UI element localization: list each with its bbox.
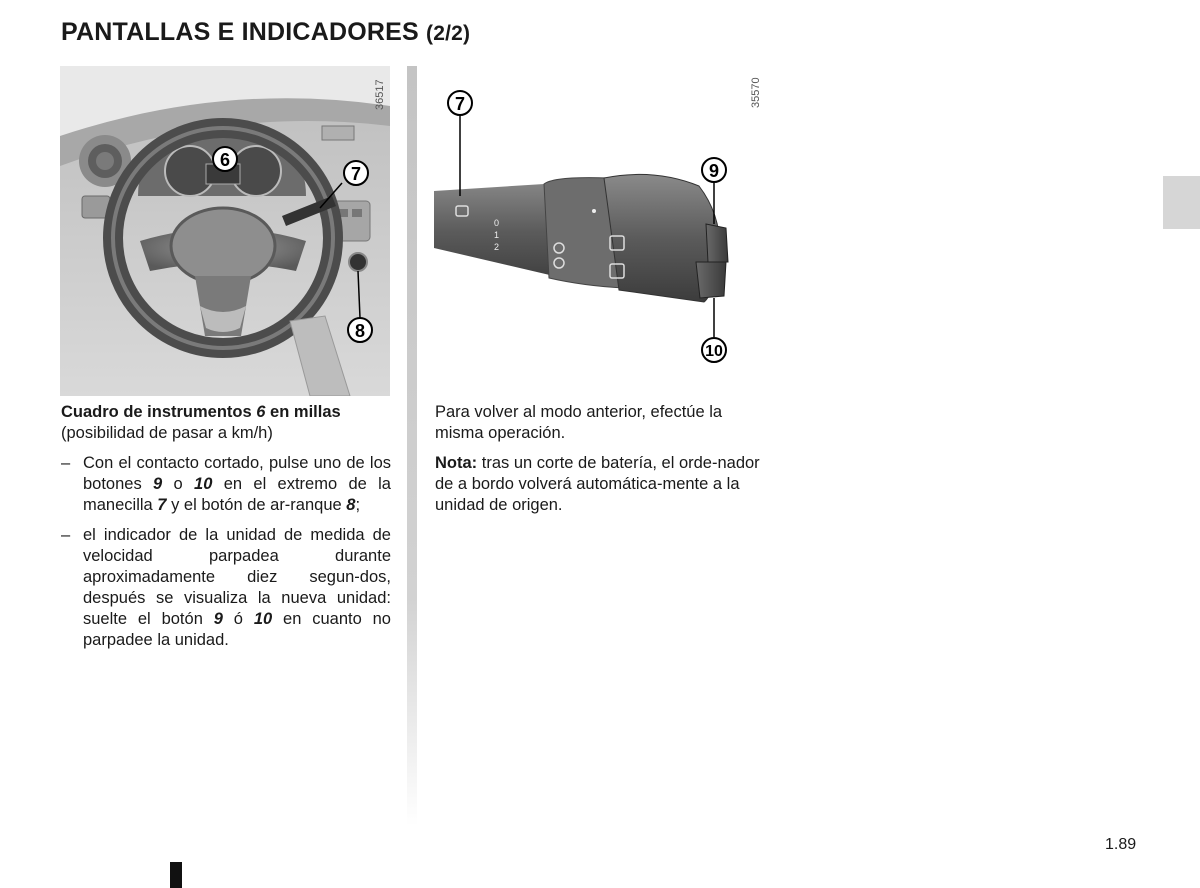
list-item: – el indicador de la unidad de medida de velocidad parpadea durante aproximadamente diez segun-dos, después se visualiza la nueva unidad: suelte el botón 9 ó 10 en cuanto no parpadee la unidad. [61, 526, 391, 649]
callout-10 [702, 338, 726, 362]
page-number: 1.89 [1105, 836, 1137, 853]
caption-subtitle: (posibilidad de pasar a km/h) [61, 424, 273, 442]
page-title-part: (2/2) [426, 22, 471, 45]
stalk-label-0: 0 [494, 218, 500, 228]
list-item: – Con el contacto cortado, pulse uno de los botones 9 o 10 en el extremo de la manecilla 7 y el botón de ar-ranque 8; [61, 454, 391, 514]
left-column [61, 402, 391, 651]
section-tab [1163, 176, 1200, 229]
callout-8 [348, 318, 372, 342]
svg-text:6: 6 [219, 150, 231, 170]
stalk-label-1: 1 [494, 230, 500, 240]
callout-7 [448, 91, 472, 115]
svg-text:10: 10 [705, 343, 723, 360]
paragraph: Para volver al modo anterior, efectúe la misma operación. [435, 403, 723, 442]
column-divider [407, 66, 417, 826]
callout-7 [344, 161, 368, 185]
figure-code: 35570 [750, 77, 762, 108]
stalk-illustration [434, 66, 764, 396]
callout-9 [702, 158, 726, 182]
figure-code: 36517 [374, 79, 386, 110]
svg-text:7: 7 [454, 94, 466, 114]
right-column [435, 402, 767, 516]
note-label: Nota: [435, 454, 478, 472]
page-title: PANTALLAS E INDICADORES (2/2) [61, 18, 471, 46]
svg-text:7: 7 [350, 164, 362, 184]
note: Nota: tras un corte de batería, el orde-nador de a bordo volverá automática-mente a la unidad de origen. [435, 454, 760, 514]
page-marker [170, 862, 182, 888]
figure-caption: Cuadro de instrumentos 6 en millas (posibilidad de pasar a km/h) [61, 403, 341, 442]
dashboard-illustration [60, 66, 390, 396]
stalk-label-2: 2 [494, 242, 500, 252]
svg-text:8: 8 [354, 321, 366, 341]
svg-text:9: 9 [708, 161, 720, 181]
callout-6 [213, 147, 237, 171]
